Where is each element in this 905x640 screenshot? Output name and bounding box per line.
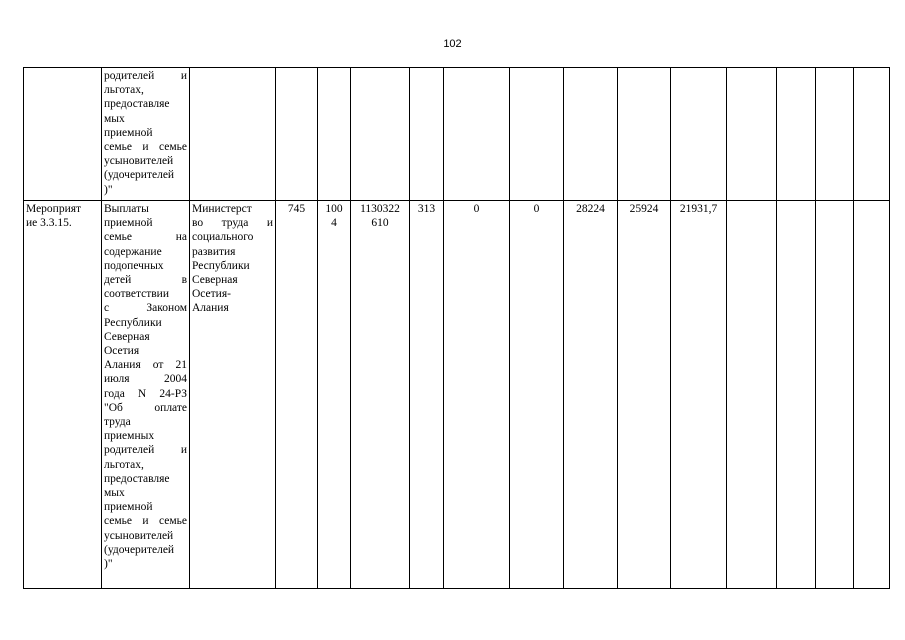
text-line: подопечных	[104, 259, 164, 272]
text-line: )"	[104, 183, 113, 196]
description-lines	[104, 69, 187, 197]
value-cell-7	[777, 201, 816, 589]
value-cell-empty	[777, 68, 816, 201]
value-cell-empty	[671, 68, 727, 201]
continuation-row	[24, 68, 890, 201]
vr-cell: 313	[410, 201, 444, 589]
text-line: приемной	[104, 501, 153, 514]
text-line: мых	[104, 112, 125, 125]
value-cell-empty	[564, 68, 618, 201]
description-lines	[104, 202, 187, 571]
value-cell-9	[854, 201, 890, 589]
vr-cell-empty	[410, 68, 444, 201]
text-line: Северная	[104, 330, 150, 343]
text-line: содержание	[104, 245, 162, 258]
value-cell-8	[816, 201, 854, 589]
text-line: льготах,	[104, 458, 144, 471]
text-line: предоставляе	[104, 472, 170, 485]
text-line: Республики	[104, 316, 162, 329]
page-number: 102	[443, 38, 462, 50]
text-line: приемной	[104, 217, 153, 230]
rzpr-cell: 100 4	[318, 201, 351, 589]
text-line: с Законом	[104, 302, 187, 315]
text-line: июля 2004	[104, 373, 187, 386]
text-line: Осетия	[104, 345, 140, 358]
value-cell-6	[727, 201, 777, 589]
value-cell-empty	[727, 68, 777, 201]
text-line: родителей и	[104, 70, 187, 82]
text-line: во труда и	[192, 217, 273, 230]
text-line: приемных	[104, 430, 155, 443]
executor-cell	[190, 201, 276, 589]
value-cell-1: 0	[444, 201, 510, 589]
text-line: семье и семье	[104, 141, 187, 154]
rzpr-cell-empty	[318, 68, 351, 201]
text-line: соответствии	[104, 288, 169, 301]
text-line: года N 24-РЗ	[104, 387, 187, 400]
text-line: мых	[104, 487, 125, 500]
description-cell	[102, 201, 190, 589]
activity-cell: Мероприят ие 3.3.15.	[24, 201, 102, 589]
text-line: социального	[192, 231, 254, 244]
grbs-cell-empty	[276, 68, 318, 201]
text-line: Алания от 21	[104, 359, 187, 372]
value-cell-empty	[618, 68, 671, 201]
text-line: Осетия-	[192, 288, 231, 301]
text-line: предоставляе	[104, 98, 170, 111]
csr-cell-empty	[351, 68, 410, 201]
text-line: Министерст	[192, 203, 252, 215]
value-cell-empty	[510, 68, 564, 201]
text-line: семье и семье	[104, 515, 187, 528]
value-cell-5: 21931,7	[671, 201, 727, 589]
text-line: )"	[104, 558, 113, 571]
grbs-cell: 745	[276, 201, 318, 589]
text-line: Выплаты	[104, 203, 149, 215]
text-line: усыновителей	[104, 155, 174, 168]
text-line: Алания	[192, 302, 229, 315]
text-line: приемной	[104, 126, 153, 139]
value-cell-3: 28224	[564, 201, 618, 589]
text-line: (удочерителей	[104, 169, 175, 182]
description-cell-continued	[102, 68, 190, 201]
text-line: детей в	[104, 274, 187, 287]
budget-table	[23, 67, 890, 589]
activity-cell-empty	[24, 68, 102, 201]
text-line: Республики	[192, 259, 250, 272]
value-cell-empty	[816, 68, 854, 201]
text-line: семье на	[104, 231, 187, 244]
value-cell-4: 25924	[618, 201, 671, 589]
text-line: (удочерителей	[104, 543, 175, 556]
executor-lines	[192, 202, 273, 316]
value-cell-2: 0	[510, 201, 564, 589]
value-cell-empty	[854, 68, 890, 201]
text-line: Северная	[192, 274, 238, 287]
text-line: труда	[104, 416, 131, 429]
executor-cell-empty	[190, 68, 276, 201]
csr-cell: 1130322 610	[351, 201, 410, 589]
measure-row	[24, 201, 890, 589]
text-line: усыновителей	[104, 529, 174, 542]
text-line: "Об оплате	[104, 401, 187, 414]
text-line: льготах,	[104, 84, 144, 97]
text-line: развития	[192, 245, 236, 258]
text-line: родителей и	[104, 444, 187, 457]
value-cell-empty	[444, 68, 510, 201]
